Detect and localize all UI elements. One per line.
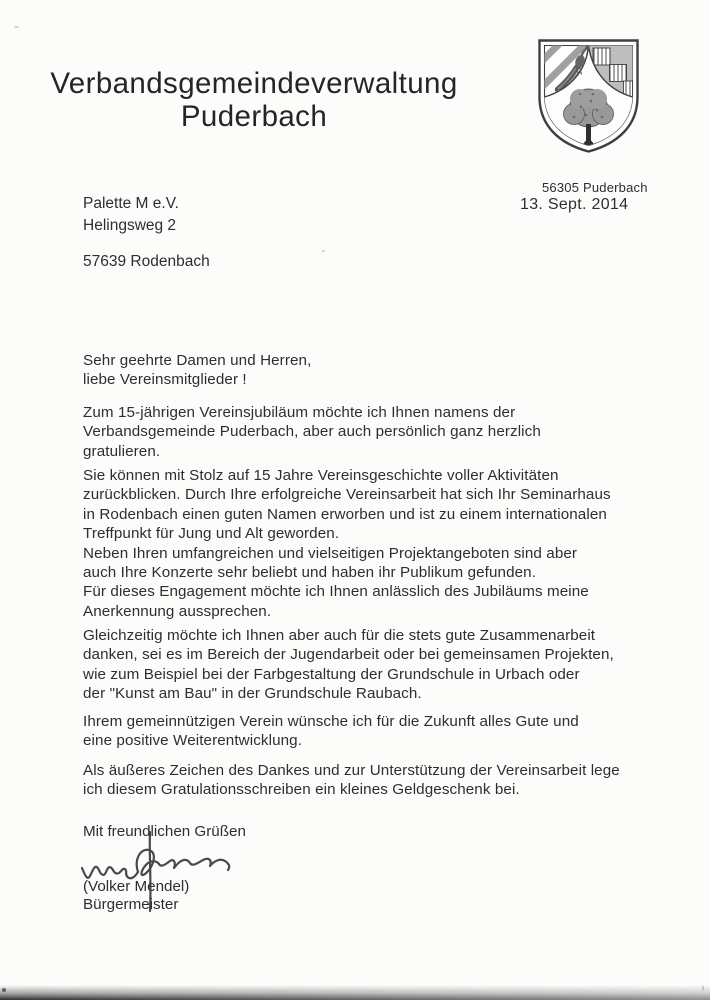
text-line: Verbandsgemeinde Puderbach, aber auch persönlich ganz herzlich (83, 423, 541, 441)
text-line: auch Ihre Konzerte sehr beliebt und haben ihr Publikum gefunden. (83, 564, 537, 582)
text-line: Treffpunkt für Jung und Alt geworden. (83, 525, 340, 543)
text-line: danken, sei es im Bereich der Jugendarbeit oder bei gemeinsamen Projekten, (83, 646, 614, 664)
body-paragraph (83, 626, 675, 704)
body-paragraph (83, 712, 675, 751)
coat-of-arms-icon (536, 37, 641, 155)
text-line: liebe Vereinsmitglieder ! (83, 371, 247, 389)
text-line: Gleichzeitig möchte ich Ihnen aber auch für die stets gute Zusammenarbeit (83, 627, 596, 644)
salutation (83, 351, 675, 390)
letter-date: 13. Sept. 2014 (520, 196, 629, 213)
text-line: Als äußeres Zeichen des Dankes und zur Unterstützung der Vereinsarbeit lege (83, 762, 620, 779)
letterhead-line-1: Verbandsgemeindeverwaltung (50, 67, 458, 100)
text-line: Ihrem gemeinnützigen Verein wünsche ich für die Zukunft alles Gute und (83, 713, 579, 730)
signer-name: (Volker Mendel) (83, 878, 190, 895)
text-line: zurückblicken. Durch Ihre erfolgreiche Vereinsarbeit hat sich Ihr Seminarhaus (83, 486, 611, 504)
body-paragraph (83, 403, 675, 461)
text-line: Zum 15-jährigen Vereinsjubiläum möchte ich Ihnen namens der (83, 404, 516, 421)
scan-speck (702, 985, 704, 991)
text-line: Anerkennung aussprechen. (83, 602, 272, 620)
text-line: in Rodenbach einen guten Namen erworben und ist zu einem internationalen (83, 505, 607, 523)
text-line: Sehr geehrte Damen und Herren, (83, 352, 312, 369)
body-paragraph (83, 761, 675, 800)
scanner-edge-shadow (0, 985, 710, 1000)
text-line: Neben Ihren umfangreichen und vielseitigen Projektangeboten sind aber (83, 544, 578, 562)
scan-speck (2, 988, 6, 992)
recipient-line-2: Helingsweg 2 (83, 217, 177, 234)
text-line: wie zum Beispiel bei der Farbgestaltung der Grundschule in Urbach oder (83, 665, 580, 683)
text-line: Sie können mit Stolz auf 15 Jahre Vereinsgeschichte voller Aktivitäten (83, 467, 559, 484)
recipient-line-1: Palette M e.V. (83, 195, 179, 212)
signer-title: Bürgermeister (83, 896, 179, 913)
letterhead-line-2: Puderbach (180, 100, 328, 133)
text-line: ich diesem Gratulationsschreiben ein kleines Geldgeschenk bei. (83, 781, 520, 799)
sender-place-line: 56305 Puderbach (542, 180, 648, 195)
scan-speck (14, 26, 19, 28)
letterhead (38, 67, 470, 133)
scan-speck (322, 250, 325, 252)
text-line: der "Kunst am Bau" in der Grundschule Raubach. (83, 685, 422, 703)
body-paragraph (83, 466, 675, 621)
recipient-address (83, 193, 210, 273)
closing-phrase: Mit freundlichen Grüßen (83, 823, 246, 840)
recipient-city-line: 57639 Rodenbach (83, 253, 210, 270)
text-line: gratulieren. (83, 442, 161, 460)
text-line: eine positive Weiterentwicklung. (83, 732, 303, 750)
text-line: Für dieses Engagement möchte ich Ihnen anlässlich des Jubiläums meine (83, 583, 589, 601)
